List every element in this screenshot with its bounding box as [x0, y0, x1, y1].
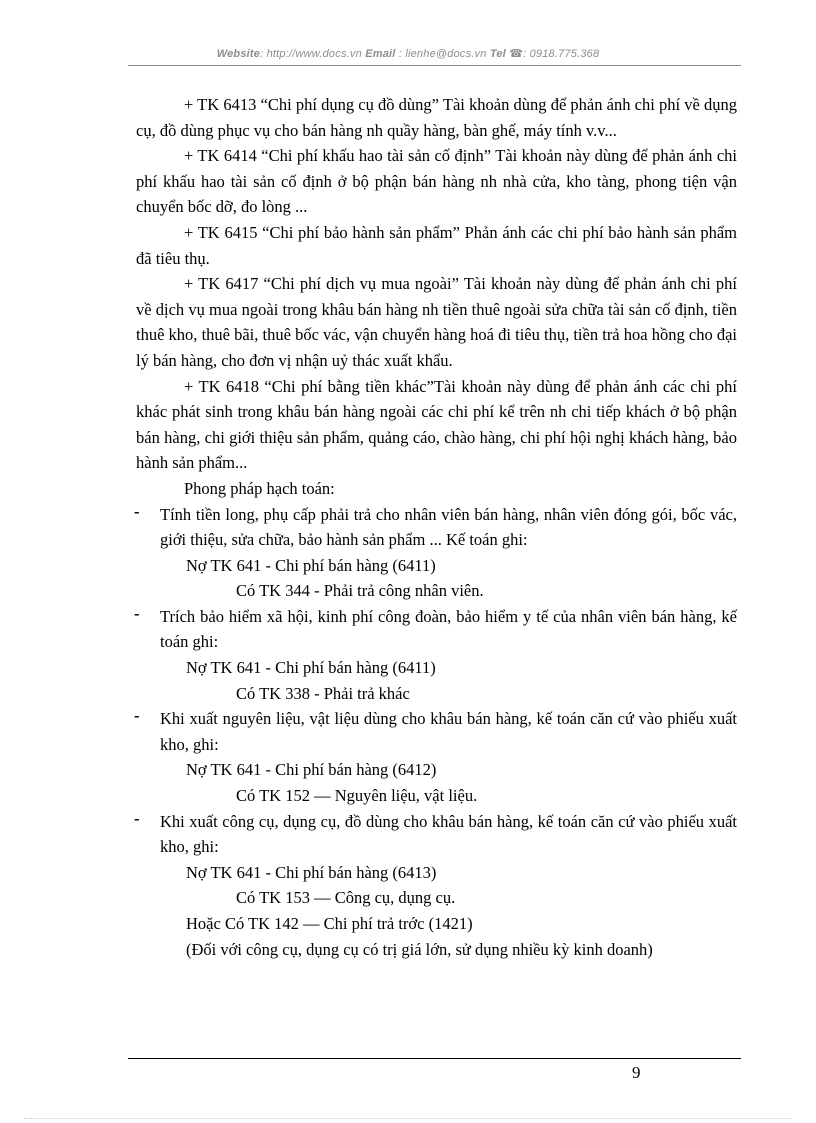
- bullet-item: [136, 706, 737, 757]
- page-header: [0, 47, 816, 60]
- header-divider: [128, 65, 741, 66]
- entry-note: (Đối với công cụ, dụng cụ có trị giá lớn, sử dụng nhiều kỳ kinh doanh): [186, 939, 653, 959]
- tel-value: : 0918.775.368: [523, 48, 600, 60]
- paragraph-tk6418: + TK 6418 “Chi phí bằng tiền khác”Tài khoản này dùng để phản ánh các chi phí khác phát sinh trong khâu bán hàng ngoài các chi phí kể trên nh chi tiếp khách ở bộ phận bán hàng, chi giới thiệu sản phẩm, quảng cáo, chào hàng, chi phí hội nghị khách hàng, bảo hành sản phẩm...: [136, 376, 737, 473]
- method-heading: Phong pháp hạch toán:: [184, 478, 335, 498]
- debit-entry: Nợ TK 641 - Chi phí bán hàng (6411): [186, 658, 436, 678]
- bullet-text: Khi xuất công cụ, dụng cụ, đồ dùng cho khâu bán hàng, kế toán căn cứ vào phiếu xuất kho, ghi:: [160, 811, 737, 857]
- email-label: Email: [365, 48, 396, 60]
- debit-entry: Nợ TK 641 - Chi phí bán hàng (6412): [186, 760, 437, 780]
- credit-entry: Có TK 153 — Công cụ, dụng cụ.: [236, 888, 456, 908]
- bullet-dash: -: [134, 706, 140, 726]
- debit-entry: Nợ TK 641 - Chi phí bán hàng (6413): [186, 862, 437, 882]
- bullet-item: [136, 502, 737, 553]
- paragraph-tk6413: + TK 6413 “Chi phí dụng cụ đồ dùng” Tài khoản dùng để phản ánh chi phí về dụng cụ, đồ dùng phục vụ cho bán hàng nh quầy hàng, bàn ghế, máy tính v.v...: [136, 95, 737, 140]
- website-value: : http://www.docs.vn: [260, 48, 362, 60]
- page-bottom-border: [24, 1118, 792, 1119]
- email-value: : lienhe@docs.vn: [398, 48, 487, 60]
- bullet-item: [136, 809, 737, 860]
- tel-label: Tel: [489, 48, 506, 60]
- bullet-dash: -: [134, 501, 140, 521]
- bullet-item: [136, 604, 737, 655]
- bullet-text: Khi xuất nguyên liệu, vật liệu dùng cho khâu bán hàng, kế toán căn cứ vào phiếu xuất kho, ghi:: [160, 709, 737, 754]
- paragraph-tk6414: + TK 6414 “Chi phí khấu hao tài sản cố định” Tài khoản này dùng để phản ánh chi phí khấu hao tài sản cố định ở bộ phận bán hàng nh nhà cửa, kho tàng, phong tiện vận chuyển bốc dỡ, đo lòng ...: [136, 146, 737, 217]
- bullet-dash: -: [134, 808, 140, 828]
- bullet-dash: -: [134, 603, 140, 623]
- credit-entry: Có TK 152 — Nguyên liệu, vật liệu.: [236, 786, 478, 806]
- bullet-text: Trích bảo hiểm xã hội, kinh phí công đoàn, bảo hiểm y tế của nhân viên bán hàng, kế toán ghi:: [160, 606, 737, 652]
- paragraph-tk6415: + TK 6415 “Chi phí bảo hành sản phẩm” Phản ánh các chi phí bảo hành sản phẩm đã tiêu thụ.: [136, 222, 737, 268]
- website-label: Website: [216, 48, 261, 60]
- debit-entry: Nợ TK 641 - Chi phí bán hàng (6411): [186, 555, 436, 575]
- phone-icon: ☎: [509, 48, 524, 60]
- credit-entry: Có TK 338 - Phải trả khác: [236, 683, 410, 703]
- credit-entry: Có TK 344 - Phải trả công nhân viên.: [236, 581, 484, 601]
- document-body: [136, 92, 737, 962]
- bullet-text: Tính tiền long, phụ cấp phải trả cho nhân viên bán hàng, nhân viên đóng gói, bốc vác, giới thiệu, sửa chữa, bảo hành sản phẩm ... Kế toán ghi:: [160, 504, 737, 550]
- footer-divider: [128, 1058, 741, 1059]
- alternative-entry: Hoặc Có TK 142 — Chi phí trả trớc (1421): [186, 914, 473, 933]
- page-number: 9: [632, 1063, 641, 1082]
- paragraph-tk6417: + TK 6417 “Chi phí dịch vụ mua ngoài” Tài khoản này dùng để phản ánh chi phí về dịch vụ mua ngoài trong khâu bán hàng nh tiền thuê ngoài sửa chữa tài sản cố định, tiền thuê kho, thuê bãi, thuê bốc vác, vận chuyển hàng hoá đi tiêu thụ, tiền trả hoa hồng cho đại lý bán hàng, cho đơn vị nhận uỷ thác xuất khẩu.: [136, 274, 737, 370]
